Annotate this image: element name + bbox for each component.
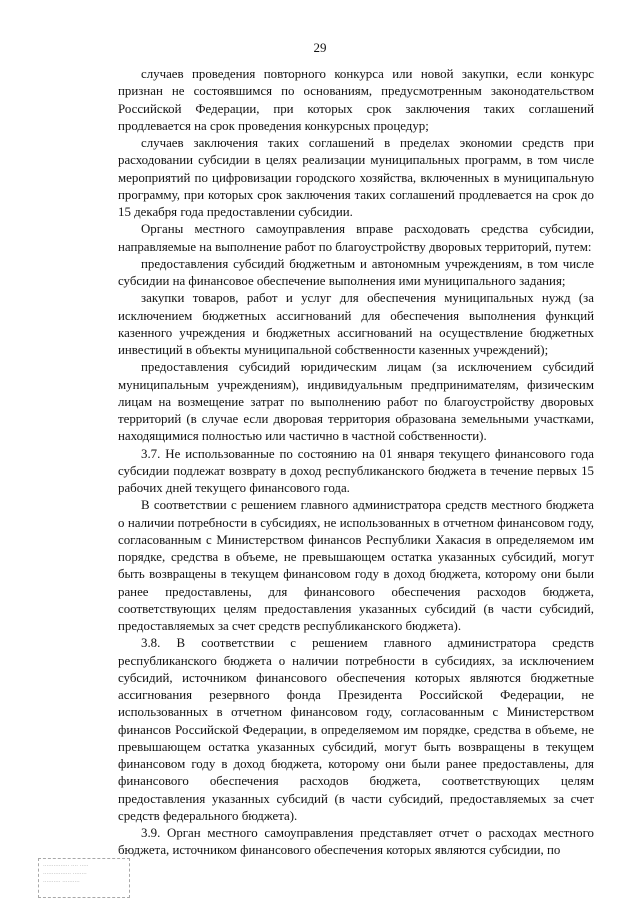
paragraph-subsidies-institutions: предоставления субсидий бюджетным и автономным учреждениям, в том числе субсидии на финансовое обеспечение выполнения ими муниципального задания;	[118, 256, 594, 288]
paragraph-repeat-tender-case: случаев проведения повторного конкурса или новой закупки, если конкурс признан не состоявшимся по основаниям, предусмотренным законодательством Российской Федерации, при которых срок заключения таких соглашений продлевается на срок проведения конкурсных процедур;	[118, 67, 594, 133]
document-body	[118, 66, 594, 860]
paragraph-subsidies-legal-entities: предоставления субсидий юридическим лицам (за исключением субсидий муниципальным учреждениям), индивидуальным предпринимателям, физическим лицам на возмещение затрат по выполнению работ по благоустройству дворовых территорий (в случае если дворовая территория образована земельными участками, находящимися полностью или частично в частной собственности).	[118, 360, 594, 444]
page-number: 29	[313, 40, 327, 55]
paragraph-section-3-9: 3.9. Орган местного самоуправления представляет отчет о расходах местного бюджета, источником финансового обеспечения которых являются субсидии, по	[118, 826, 594, 858]
paragraph-local-authorities: Органы местного самоуправления вправе расходовать средства субсидии, направляемые на выполнение работ по благоустройству дворовых территорий, путем:	[118, 222, 594, 254]
faint-stamp: ··············· ···· ····· ················ ········ ·········· ··········	[38, 858, 130, 898]
paragraph-savings-case: случаев заключения таких соглашений в пределах экономии средств при расходовании субсидии в целях реализации муниципальных программ, в том числе мероприятий по цифровизации городского хозяйства, включенных в муниципальную программу, при которых срок заключения таких соглашений продлевается на срок до 15 декабря года предоставлении субсидии.	[118, 136, 594, 219]
paragraph-section-3-8: 3.8. В соответствии с решением главного администратора средств республиканского бюджета о наличии потребности в субсидиях, за исключением субсидий, источником финансового обеспечения которых являются бюджетные ассигнования резервного фонда Президента Российской Федерации, не использованных в отчетном финансовом году, согласованным с Министерством финансов Российской Федерации, в определяемом им порядке, средства в объеме, не превышающем остатка указанных субсидий, могут быть возвращены в текущем финансовом году в доход бюджета, которому они были ранее предоставлены, для финансового обеспечения расходов бюджета, соответствующих целям предоставления указанных субсидий (в части субсидий, предоставляемых за счет средств федерального бюджета).	[118, 636, 594, 823]
paragraph-return-local-budget: В соответствии с решением главного администратора средств местного бюджета о наличии потребности в субсидиях, не использованных в отчетном финансовом году, согласованным с Министерством финансов Республики Хакасия в определяемом им порядке, средства в объеме, не превышающем остатка указанных субсидий, могут быть возвращены в текущем финансовом году в доход бюджета, которому они были ранее предоставлены, для финансового обеспечения расходов бюджета, соответствующих целям предоставления указанных субсидий (в части субсидий, предоставляемых за счет средств республиканского бюджета).	[118, 498, 594, 633]
paragraph-section-3-7: 3.7. Не использованные по состоянию на 01 января текущего финансового года субсидии подлежат возврату в доход республиканского бюджета в течение первых 15 рабочих дней текущего финансового года.	[118, 446, 594, 495]
paragraph-procurement: закупки товаров, работ и услуг для обеспечения муниципальных нужд (за исключением бюджетных ассигнований для обеспечения выполнения функций казенного учреждения и бюджетных ассигнований на осуществление бюджетных инвестиций в объекты муниципальной собственности казенных учреждений);	[118, 291, 594, 357]
